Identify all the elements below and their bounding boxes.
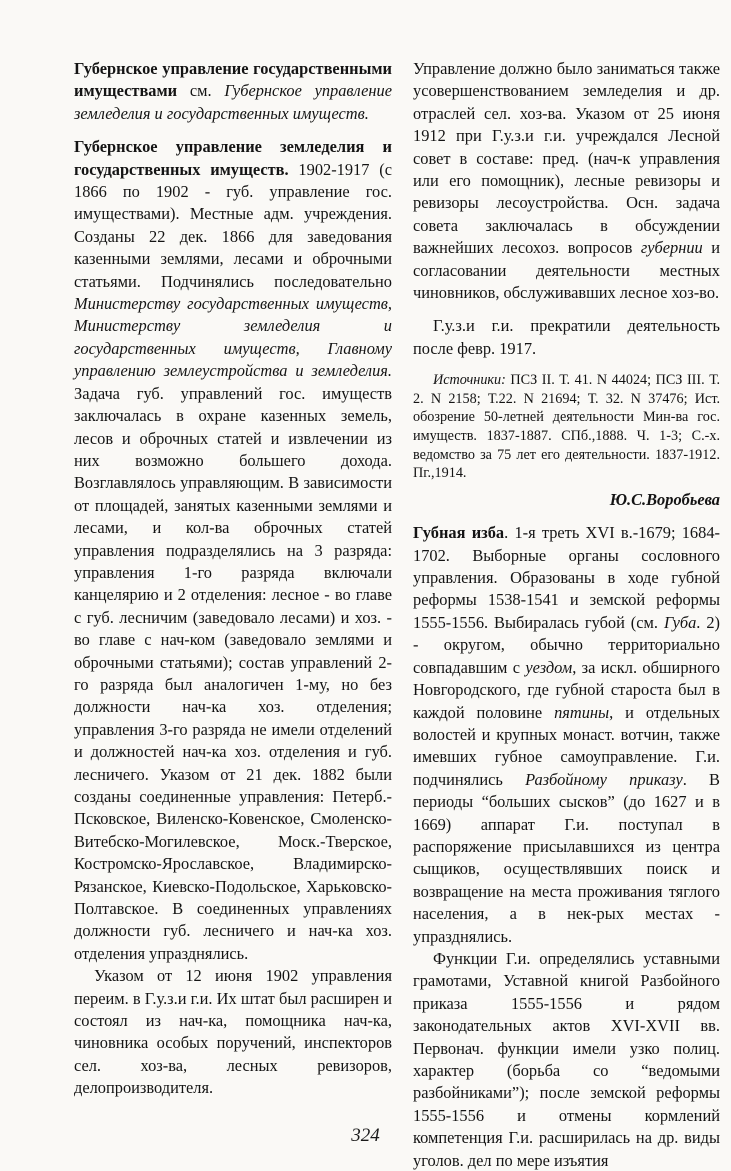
text-run: , за искл. обширного Новгородского, где губной староста был в каждой половине: [413, 657, 720, 722]
text-run: Ю.С.Воробьева: [609, 489, 720, 509]
italic-text: Источники:: [433, 372, 506, 389]
text-run: , и отдельных волостей и крупных монаст. вотчин, также имевших губное самоуправление. Г.и. подчинялись: [413, 702, 720, 789]
text-run: Управление должно было заниматься также усовершенствованием земледелия и др. отраслей сел. хоз-ва. Указом от 25 июня 1912 при Г.у.з.и г.и. учреждался Лесной совет в составе: пред. (нач-к управления или его помощник), лесные ревизоры и ревизоры лесоустройства. Осн. задача совета заключалась в обсуждении важнейших лесохоз. вопросов: [413, 59, 720, 258]
text-run: ПСЗ II. Т. 41. N 44024; ПСЗ III. Т. 2. N 2158; Т.22. N 21694; Т. 32. N 37476; Ист. обозрение 50-летней деятельности Мин-ва гос. имуществ. 1837-1887. СПб.,1888. Ч. 1-3; С.-х. ведомство за 75 лет его деятельности. 1837-1912. Пг.,1914.: [413, 372, 720, 482]
entry-term: Губернское управление государственными имуществами: [74, 59, 392, 101]
italic-text: Министерству государственных имуществ, Министерству земледелия и государственных имуществ, Главному управлению землеустройства и земледелия.: [74, 294, 392, 381]
italic-text: губернии: [640, 238, 703, 258]
entry-term: Губная изба: [413, 523, 505, 543]
paragraph-istochniki: [413, 371, 720, 483]
column-left: [74, 58, 392, 1171]
italic-text: Губернское управление земледелия и государственных имуществ.: [74, 81, 392, 123]
italic-text: Разбойному приказу: [525, 769, 683, 789]
text-run: . 2) - округом, обычно территориально совпадавшим с: [413, 612, 720, 677]
text-columns: [74, 58, 720, 1171]
italic-text: уездом: [525, 657, 573, 677]
entry-gubnaya-izba: [413, 522, 720, 948]
page-number: 324: [351, 1125, 380, 1146]
text-run: Указом от 12 июня 1902 управления переим. в Г.у.з.и г.и. Их штат был расширен и состоял из нач-ка, помощника нач-ка, чиновника особых поручений, инспекторов сел. хоз-ва, лесных ревизоров, делопроизводителя.: [74, 966, 392, 1098]
text-run: . В периоды “больших сысков” (до 1627 и в 1669) аппарат Г.и. поступал в распоряжение присылавшихся из центра сыщиков, осуществлявших поиск и возвращение на места проживания тяглого населения, а в нек-рых местах - упразднялись.: [413, 769, 720, 946]
paragraph-ukaz-1902: [74, 965, 392, 1099]
text-run: Функции Г.и. определялись уставными грамотами, Уставной книгой Разбойного приказа 1555-1556 и рядом законодательных актов XVI-XVII вв. Первонач. функции имели узко полиц. характер (борьба со “ведомыми разбойниками”); после земской реформы 1555-1556 и отмены кормлений компетенция Г.и. расширилась на др. виды уголов. дел по мере изъятия: [413, 948, 720, 1170]
text-run: Г.у.з.и г.и. прекратили деятельность после февр. 1917.: [413, 316, 720, 358]
italic-text: пятины: [554, 702, 610, 722]
entry-gubernskoe-upravlenie-zemledeliya: [74, 136, 392, 965]
text-run: . 1-я треть XVI в.-1679; 1684-1702. Выборные органы сословного управления. Образованы в ходе губной реформы 1538-1541 и земской реформы 1555-1556. Выбиралась губой (см.: [413, 523, 720, 632]
paragraph-upravlenie-dolzhno: [413, 58, 720, 304]
text-run: 1902-1917 (с 1866 по 1902 - губ. управление гос. имуществами). Местные адм. учреждения. Созданы 22 дек. 1866 для заведования казенными землями, лесами и оброчными статьями. Подчинялись последовательно: [74, 159, 392, 291]
entry-term: Губернское управление земледелия и государственных имуществ.: [74, 137, 392, 179]
italic-text: Губа: [663, 612, 697, 632]
text-run: Задача губ. управлений гос. имуществ заключалась в охране казенных земель, лесов и оброчных статей и извлечении из них возможно большего дохода. Возглавлялось управляющим. В зависимости от площадей, занятых казенными землями и лесами, и кол-ва оброчных статей управления подразделялись на 3 разряда: управления 1-го разряда включали канцелярию и 2 отделения: лесное - во главе с губ. лесничим (заведовало лесами) и хоз. - во главе с нач-ком (заведовало землями и оброчными статьями); состав управлений 2-го разряда был аналогичен 1-му, но без должности нач-ка хоз. отделения; управления 3-го разряда не имели отделений и должностей нач-ка хоз. отделения и губ. лесничего. Указом от 21 дек. 1882 были созданы соединенные управления: Петерб.-Псковское, Виленско-Ковенское, Смоленско-Витебско-Могилевское, Моск.-Тверское, Костромско-Ярославское, Владимирско-Рязанское, Киевско-Подольское, Харьковско-Полтавское. В соединенных управлениях должности губ. лесничего и нач-ка хоз. отделения упразднялись.: [74, 383, 392, 963]
text-run: см.: [177, 81, 225, 101]
paragraph-prekratili: [413, 315, 720, 360]
text-run: и согласовании деятельности местных чиновников, обслуживавших лесное хоз-во.: [413, 238, 721, 303]
column-right: [413, 58, 720, 1171]
author-signature: [413, 489, 720, 511]
entry-gubernskoe-upravlenie-gos-imushchestvami: [74, 58, 392, 125]
